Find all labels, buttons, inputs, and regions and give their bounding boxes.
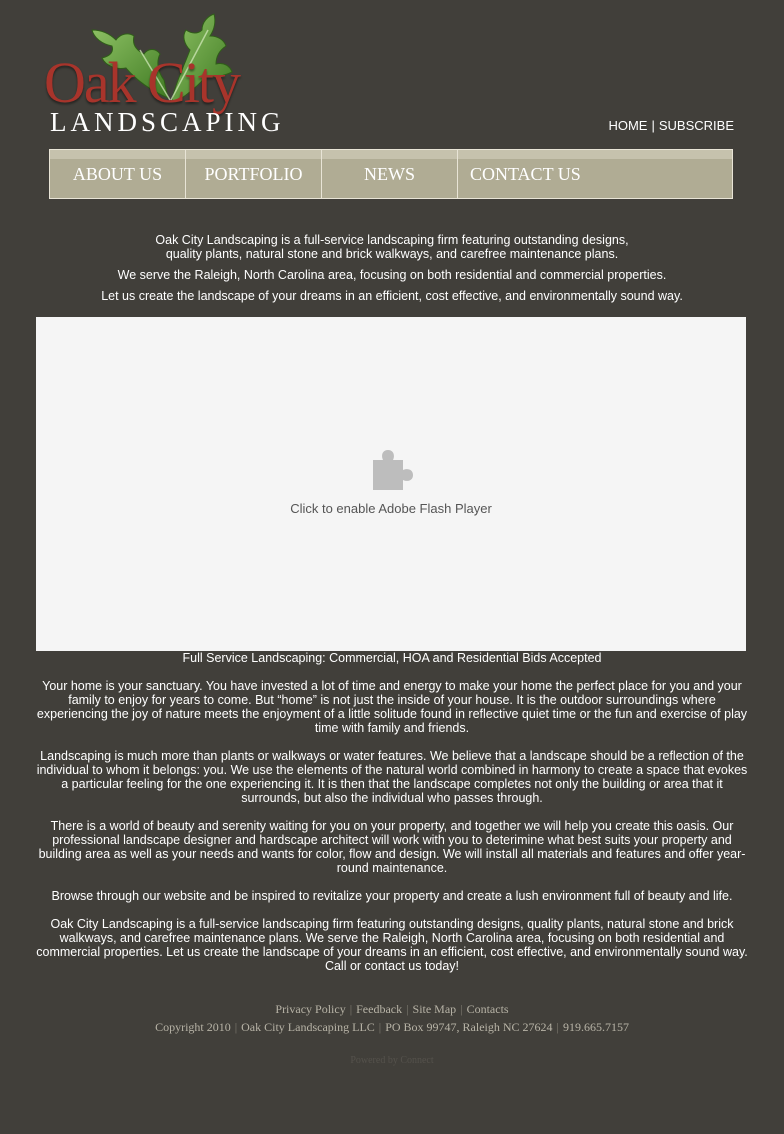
- intro-paragraph-3: Let us create the landscape of your dreams in an efficient, cost effective, and environmentally sound way.: [101, 289, 683, 303]
- company-phone: 919.665.7157: [562, 1020, 629, 1034]
- footer: [0, 1000, 784, 1036]
- main-content: [36, 651, 748, 987]
- nav-news[interactable]: NEWS: [322, 150, 458, 198]
- footer-separator: |: [406, 1002, 409, 1016]
- privacy-policy-link[interactable]: Privacy Policy: [275, 1002, 346, 1016]
- content-paragraph-1: Your home is your sanctuary. You have invested a lot of time and energy to make your home the perfect place for you and your family to enjoy for years to come. But “home” is not just the inside of your house. It is the outdoor surroundings where experiencing the joy of nature meets the enjoyment of a little solitude found in reflective quiet time or the fun and exercise of play time with family and friends.: [36, 679, 748, 735]
- content-paragraph-2: Landscaping is much more than plants or walkways or water features. We believe that a landscape should be a reflection of the individual to whom it belongs: you. We use the elements of the natural world combined in harmony to create a space that evokes a particular feeling for the one experiencing it. It is then that the landscape completes not only the building or area that it surrounds, but also the individual who passes through.: [36, 749, 748, 805]
- feedback-link[interactable]: Feedback: [356, 1002, 403, 1016]
- top-nav: [608, 118, 734, 134]
- footer-separator: |: [460, 1002, 463, 1016]
- logo-subtitle: LANDSCAPING: [50, 107, 285, 137]
- intro-paragraph-2: We serve the Raleigh, North Carolina area, focusing on both residential and commercial properties.: [117, 268, 667, 282]
- footer-separator: |: [556, 1020, 559, 1034]
- content-paragraph-5: Oak City Landscaping is a full-service landscaping firm featuring outstanding designs, quality plants, natural stone and brick walkways, and carefree maintenance plans. We serve the Raleigh, North Carolina area, focusing on both residential and commercial properties. Let us create the landscape of your dreams in an efficient, cost effective, and environmentally sound way. Call or contact us today!: [36, 917, 748, 973]
- content-paragraph-3: There is a world of beauty and serenity waiting for you on your property, and together we will help you create this oasis. Our professional landscape designer and hardscape architect will work with you to deterimine what best suits your property and building area as well as your needs and wants for color, flow and design. We will install all materials and features and offer year-round maintenance.: [38, 819, 746, 875]
- logo-title: Oak City: [44, 50, 240, 115]
- subscribe-link[interactable]: SUBSCRIBE: [658, 118, 734, 133]
- footer-copyright: [0, 1018, 784, 1036]
- nav-contact-us[interactable]: CONTACT US: [470, 163, 581, 184]
- intro-section: [20, 233, 764, 310]
- main-nav: [49, 149, 733, 199]
- footer-separator: |: [349, 1002, 353, 1016]
- footer-links: [0, 1000, 784, 1018]
- nav-portfolio[interactable]: PORTFOLIO: [186, 150, 322, 198]
- contacts-link[interactable]: Contacts: [466, 1002, 509, 1016]
- copyright-text: Copyright 2010: [155, 1020, 231, 1034]
- site-map-link[interactable]: Site Map: [412, 1002, 457, 1016]
- footer-separator: |: [234, 1020, 238, 1034]
- flash-enable-text: Click to enable Adobe Flash Player: [290, 501, 492, 516]
- intro-line-2: quality plants, natural stone and brick walkways, and carefree maintenance plans.: [165, 247, 619, 261]
- top-nav-separator: |: [651, 118, 655, 133]
- flash-player-placeholder[interactable]: [36, 317, 746, 651]
- footer-separator: |: [378, 1020, 382, 1034]
- company-address: PO Box 99747, Raleigh NC 27624: [385, 1020, 553, 1034]
- puzzle-piece-icon: [369, 446, 413, 490]
- content-headline: Full Service Landscaping: Commercial, HOA and Residential Bids Accepted: [182, 651, 602, 665]
- site-logo[interactable]: [40, 10, 330, 138]
- content-paragraph-4: Browse through our website and be inspired to revitalize your property and create a lush environment full of beauty and life.: [51, 889, 733, 903]
- home-link[interactable]: HOME: [608, 118, 648, 133]
- company-name: Oak City Landscaping LLC: [241, 1020, 375, 1034]
- powered-by[interactable]: Powered by Connect: [350, 1055, 434, 1066]
- nav-about-us[interactable]: ABOUT US: [50, 150, 186, 198]
- intro-paragraph-1: [20, 233, 764, 261]
- intro-line-1: Oak City Landscaping is a full-service landscaping firm featuring outstanding designs,: [155, 233, 629, 247]
